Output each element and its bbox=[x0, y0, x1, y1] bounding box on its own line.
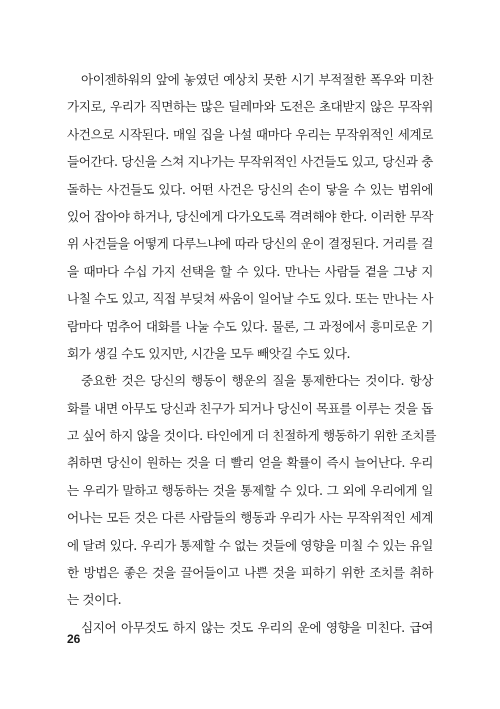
text-line: 돌하는 사건들도 있다. 어떤 사건은 당신의 손이 닿을 수 있는 범위에 bbox=[67, 181, 433, 197]
text-line: 아이젠하워의 앞에 놓였던 예상치 못한 시기 부적절한 폭우와 미찬 bbox=[81, 72, 433, 87]
text-line: 을 때마다 수십 가지 선택을 할 수 있다. 만나는 사람들 곁을 그냥 지 bbox=[67, 263, 433, 279]
text-line: 어나는 모든 것은 다른 사람들의 행동과 우리가 사는 무작위적인 세계 bbox=[67, 510, 433, 526]
text-line: 가지로, 우리가 직면하는 많은 딜레마와 도전은 초대받지 않은 무작위 bbox=[67, 99, 433, 115]
text-line: 한 방법은 좋은 것을 끌어들이고 나쁜 것을 피하기 위한 조치를 취하 bbox=[67, 565, 433, 581]
text-line: 는 우리가 말하고 행동하는 것을 통제할 수 있다. 그 외에 우리에게 일 bbox=[67, 482, 433, 498]
text-line: 람마다 멈추어 대화를 나눌 수도 있다. 물론, 그 과정에서 흥미로운 기 bbox=[67, 318, 433, 334]
text-line: 심지어 아무것도 하지 않는 것도 우리의 운에 영향을 미친다. 급여 bbox=[81, 619, 433, 635]
text-line: 화를 내면 아무도 당신과 친구가 되거나 당신이 목표를 이루는 것을 돕 bbox=[67, 400, 433, 416]
page-number: 26 bbox=[67, 632, 81, 646]
text-line: 고 싶어 하지 않을 것이다. 타인에게 더 친절하게 행동하기 위한 조치를 bbox=[67, 428, 437, 444]
text-line: 있어 잡아야 하거나, 당신에게 다가오도록 격려해야 한다. 이러한 무작 bbox=[67, 208, 433, 224]
text-line: 에 달려 있다. 우리가 통제할 수 없는 것들에 영향을 미칠 수 있는 유일 bbox=[67, 537, 433, 553]
text-line: 나칠 수도 있고, 직접 부딪쳐 싸움이 일어날 수도 있다. 또는 만나는 사 bbox=[67, 291, 433, 307]
text-line: 중요한 것은 당신의 행동이 행운의 질을 통제한다는 것이다. 항상 bbox=[81, 373, 433, 389]
text-line: 회가 생길 수도 있지만, 시간을 모두 빼앗길 수도 있다. bbox=[67, 345, 351, 361]
text-line: 위 사건들을 어떻게 다루느냐에 따라 당신의 운이 결정된다. 거리를 걸 bbox=[67, 236, 433, 252]
text-line: 사건으로 시작된다. 매일 집을 나설 때마다 우리는 무작위적인 세계로 bbox=[67, 126, 433, 142]
text-line: 는 것이다. bbox=[67, 592, 122, 608]
text-line: 들어간다. 당신을 스쳐 지나가는 무작위적인 사건들도 있고, 당신과 충 bbox=[67, 154, 433, 170]
body-text bbox=[67, 66, 437, 641]
text-line: 취하면 당신이 원하는 것을 더 빨리 얻을 확률이 즉시 늘어난다. 우리 bbox=[67, 455, 433, 471]
